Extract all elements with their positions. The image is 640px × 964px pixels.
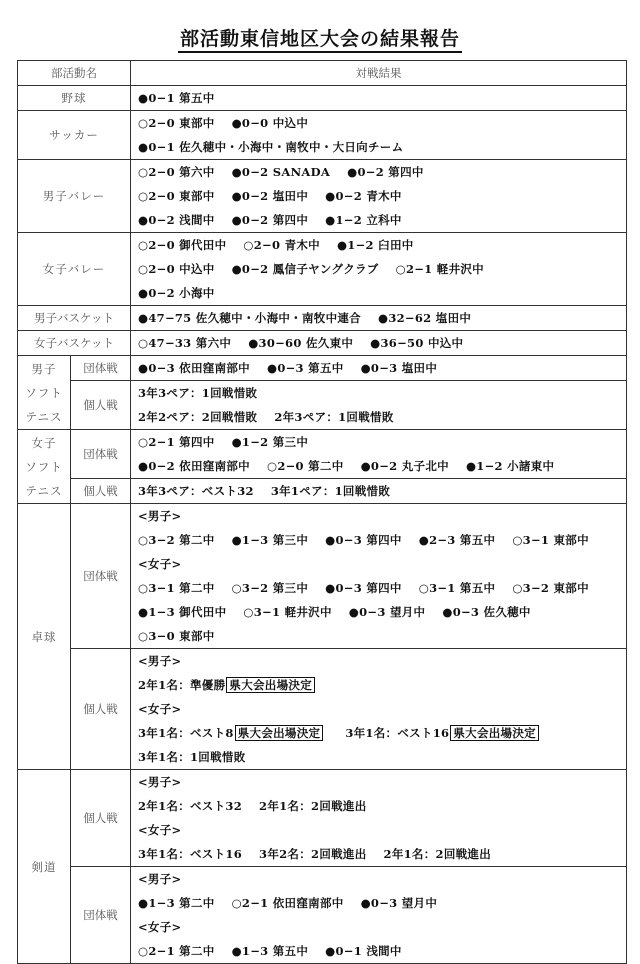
result-line [138,454,626,478]
header-result: 対戦結果 [131,61,627,86]
result-line [138,208,626,232]
club-name-line: ソフト [25,459,63,474]
match-result: ●0−2 青木中 [325,189,402,203]
match-result: ○2−0 中込中 [138,262,215,276]
results-girls-soft-tennis-team [131,430,627,479]
result-line [138,331,626,355]
result-line [138,673,626,697]
match-result: ●0−3 依田窪南部中 [138,361,250,375]
match-result: ●0−2 塩田中 [231,189,309,203]
match-result: 3年3ペア：1回戦惜敗 [138,386,258,400]
match-result: 2年1名：2回戦進出 [259,799,367,813]
match-result: ●0−2 浅間中 [138,213,215,227]
match-result: ○3−1 東部中 [512,533,589,547]
girls-results [138,939,626,963]
match-result: ○3−2 第二中 [138,533,215,547]
result-line [138,356,626,380]
result-line [138,794,626,818]
match-result: ●1−2 小諸東中 [465,459,555,473]
match-result: ○2−0 東部中 [138,189,215,203]
match-result: ●0−1 浅間中 [325,944,402,958]
result-line [138,160,626,184]
club-name-boys-soft-tennis [18,356,71,430]
club-name-table-tennis: 卓球 [18,504,71,770]
result-line [138,281,626,305]
row-girls-soft-tennis-individual [18,479,627,504]
club-name-line: テニス [25,483,63,498]
club-name-baseball: 野球 [18,86,131,111]
match-result: ●0−3 第五中 [266,361,344,375]
section-heading: <女子> [138,557,182,571]
result-line [138,721,626,745]
result-text: 3年1名：ベスト16 [345,726,450,740]
match-result: ●1−3 第三中 [231,533,309,547]
match-result: ●47−75 佐久穂中・小海中・南牧中連合 [138,311,361,325]
row-table-tennis-individual [18,649,627,770]
club-name-girls-volley: 女子バレー [18,233,131,306]
girls-results [138,576,626,648]
match-result: ●0−2 SANADA [231,165,331,179]
row-girls-soft-tennis-team [18,430,627,479]
result-line [138,576,626,600]
match-result: ○2−1 第二中 [138,944,215,958]
page-title: 部活動東信地区大会の結果報告 [0,24,640,51]
section-heading: <女子> [138,823,182,837]
match-result: ●0−2 第四中 [347,165,424,179]
match-result: ○3−1 軽井沢中 [243,605,332,619]
result-line [138,405,626,429]
results-table-tennis-individual [131,649,627,770]
club-name-line: 女子 [31,435,57,450]
match-result: ○47−33 第六中 [138,336,232,350]
club-name-kendo: 剣道 [18,770,71,964]
header-club: 部活動名 [18,61,131,86]
match-result: ●0−3 第四中 [325,533,402,547]
club-name-line: テニス [25,409,63,424]
results-boys-basket [131,306,627,331]
result-line [138,86,626,110]
match-result: ○2−0 東部中 [138,116,215,130]
match-result: ○2−0 青木中 [243,238,320,252]
match-result: ○2−1 第四中 [138,435,215,449]
category-individual: 個人戦 [71,381,131,430]
match-result: ●2−3 第五中 [418,533,496,547]
result-line [138,624,626,648]
row-boys-soft-tennis-individual [18,381,627,430]
club-name-line: ソフト [25,385,63,400]
match-result: ●0−2 丸子北中 [360,459,449,473]
row-kendo-individual [18,770,627,867]
match-result: 3年3ペア：ベスト32 [138,484,254,498]
results-girls-soft-tennis-individual [131,479,627,504]
row-kendo-team [18,867,627,964]
result-line [138,184,626,208]
match-result: ●0−2 小海中 [138,286,215,300]
match-result: ●0−2 依田窪南部中 [138,459,250,473]
club-name-girls-basket: 女子バスケット [18,331,131,356]
row-boys-soft-tennis-team [18,356,627,381]
results-boys-volley [131,160,627,233]
match-result: ●1−2 立科中 [325,213,402,227]
boys-results [138,891,626,915]
category-team: 団体戦 [71,504,131,649]
match-result: 3年1ペア：1回戦惜敗 [270,484,391,498]
table-header-row [18,61,627,86]
match-result: ●0−2 鳳信子ヤングクラブ [231,262,379,276]
result-line [138,528,626,552]
match-result: ○3−1 第五中 [418,581,496,595]
results-boys-soft-tennis-team [131,356,627,381]
match-result: ○3−2 第三中 [231,581,309,595]
row-soccer [18,111,627,160]
match-result: ○3−0 東部中 [138,629,215,643]
match-result: ●30−60 佐久東中 [248,336,354,350]
match-result: ●32−62 塩田中 [377,311,472,325]
section-heading: <女子> [138,702,182,716]
club-name-boys-basket: 男子バスケット [18,306,131,331]
match-result: ○2−0 第六中 [138,165,215,179]
match-result: ○2−1 軽井沢中 [395,262,484,276]
match-result: ●0−3 第四中 [325,581,402,595]
section-heading: <男子> [138,654,182,668]
match-result: ●0−3 望月中 [348,605,426,619]
category-team: 団体戦 [71,356,131,381]
results-boys-soft-tennis-individual [131,381,627,430]
results-baseball [131,86,627,111]
match-result: ●1−3 第五中 [231,944,309,958]
match-result: ○2−0 第二中 [266,459,344,473]
match-result: ●0−3 望月中 [360,896,438,910]
match-result: ○2−1 依田窪南部中 [231,896,344,910]
section-heading: <男子> [138,775,182,789]
match-result: 2年3ペア：1回戦惜敗 [274,410,394,424]
results-girls-basket [131,331,627,356]
match-result: ●1−3 御代田中 [138,605,227,619]
match-result: 2年1名：2回戦進出 [383,847,492,861]
row-boys-volley [18,160,627,233]
match-result: ●0−3 塩田中 [360,361,438,375]
result-text: 2年1名：準優勝 [138,678,226,692]
match-result: ●0−1 佐久穂中・小海中・南牧中・大日向チーム [138,140,404,154]
result-line [138,430,626,454]
match-result: ●0−3 佐久穂中 [442,605,531,619]
row-girls-basket [18,331,627,356]
qualified-badge: 県大会出場決定 [235,725,324,741]
match-result: 3年2名：2回戦進出 [259,847,367,861]
category-individual: 個人戦 [71,770,131,867]
result-line [138,306,626,330]
section-heading: <男子> [138,872,182,886]
results-soccer [131,111,627,160]
match-result: ●1−2 第三中 [231,435,309,449]
category-individual: 個人戦 [71,649,131,770]
match-result: ●0−1 第五中 [138,91,215,105]
match-result: ●1−3 第二中 [138,896,215,910]
match-result: ○3−1 第二中 [138,581,215,595]
row-boys-basket [18,306,627,331]
result-line [138,479,626,503]
boys-results [138,794,626,818]
club-name-soccer: サッカー [18,111,131,160]
match-result: ●0−0 中込中 [231,116,309,130]
match-result: ●36−50 中込中 [370,336,464,350]
club-name-boys-volley: 男子バレー [18,160,131,233]
result-text: 3年1名：ベスト8 [138,726,234,740]
row-girls-volley [18,233,627,306]
results-girls-volley [131,233,627,306]
row-table-tennis-team [18,504,627,649]
girls-results [138,842,626,866]
match-result: 3年1名：ベスト16 [138,847,243,861]
category-team: 団体戦 [71,430,131,479]
qualified-badge: 県大会出場決定 [450,725,539,741]
boys-results [138,528,626,552]
result-line [138,381,626,405]
match-result: ●0−2 第四中 [231,213,309,227]
section-heading: <男子> [138,509,182,523]
row-baseball [18,86,627,111]
results-table-tennis-team [131,504,627,649]
qualified-badge: 県大会出場決定 [226,677,315,693]
result-line [138,891,626,915]
match-result: ○2−0 御代田中 [138,238,227,252]
result-line: 3年1名：1回戦惜敗 [138,750,246,764]
match-result: 2年1名：ベスト32 [138,799,243,813]
results-kendo-individual [131,770,627,867]
match-result: ●1−2 臼田中 [336,238,414,252]
category-individual: 個人戦 [71,479,131,504]
match-result: 2年2ペア：2回戦惜敗 [138,410,258,424]
category-team: 団体戦 [71,867,131,964]
result-line [138,600,626,624]
section-heading: <女子> [138,920,182,934]
club-name-line: 男子 [31,361,57,376]
match-result: ○3−2 東部中 [512,581,589,595]
result-line [138,842,626,866]
result-line [138,939,626,963]
result-line [138,111,626,135]
results-kendo-team [131,867,627,964]
club-name-girls-soft-tennis [18,430,71,504]
result-line [138,257,626,281]
result-line [138,233,626,257]
result-line [138,135,626,159]
results-table [17,60,627,964]
